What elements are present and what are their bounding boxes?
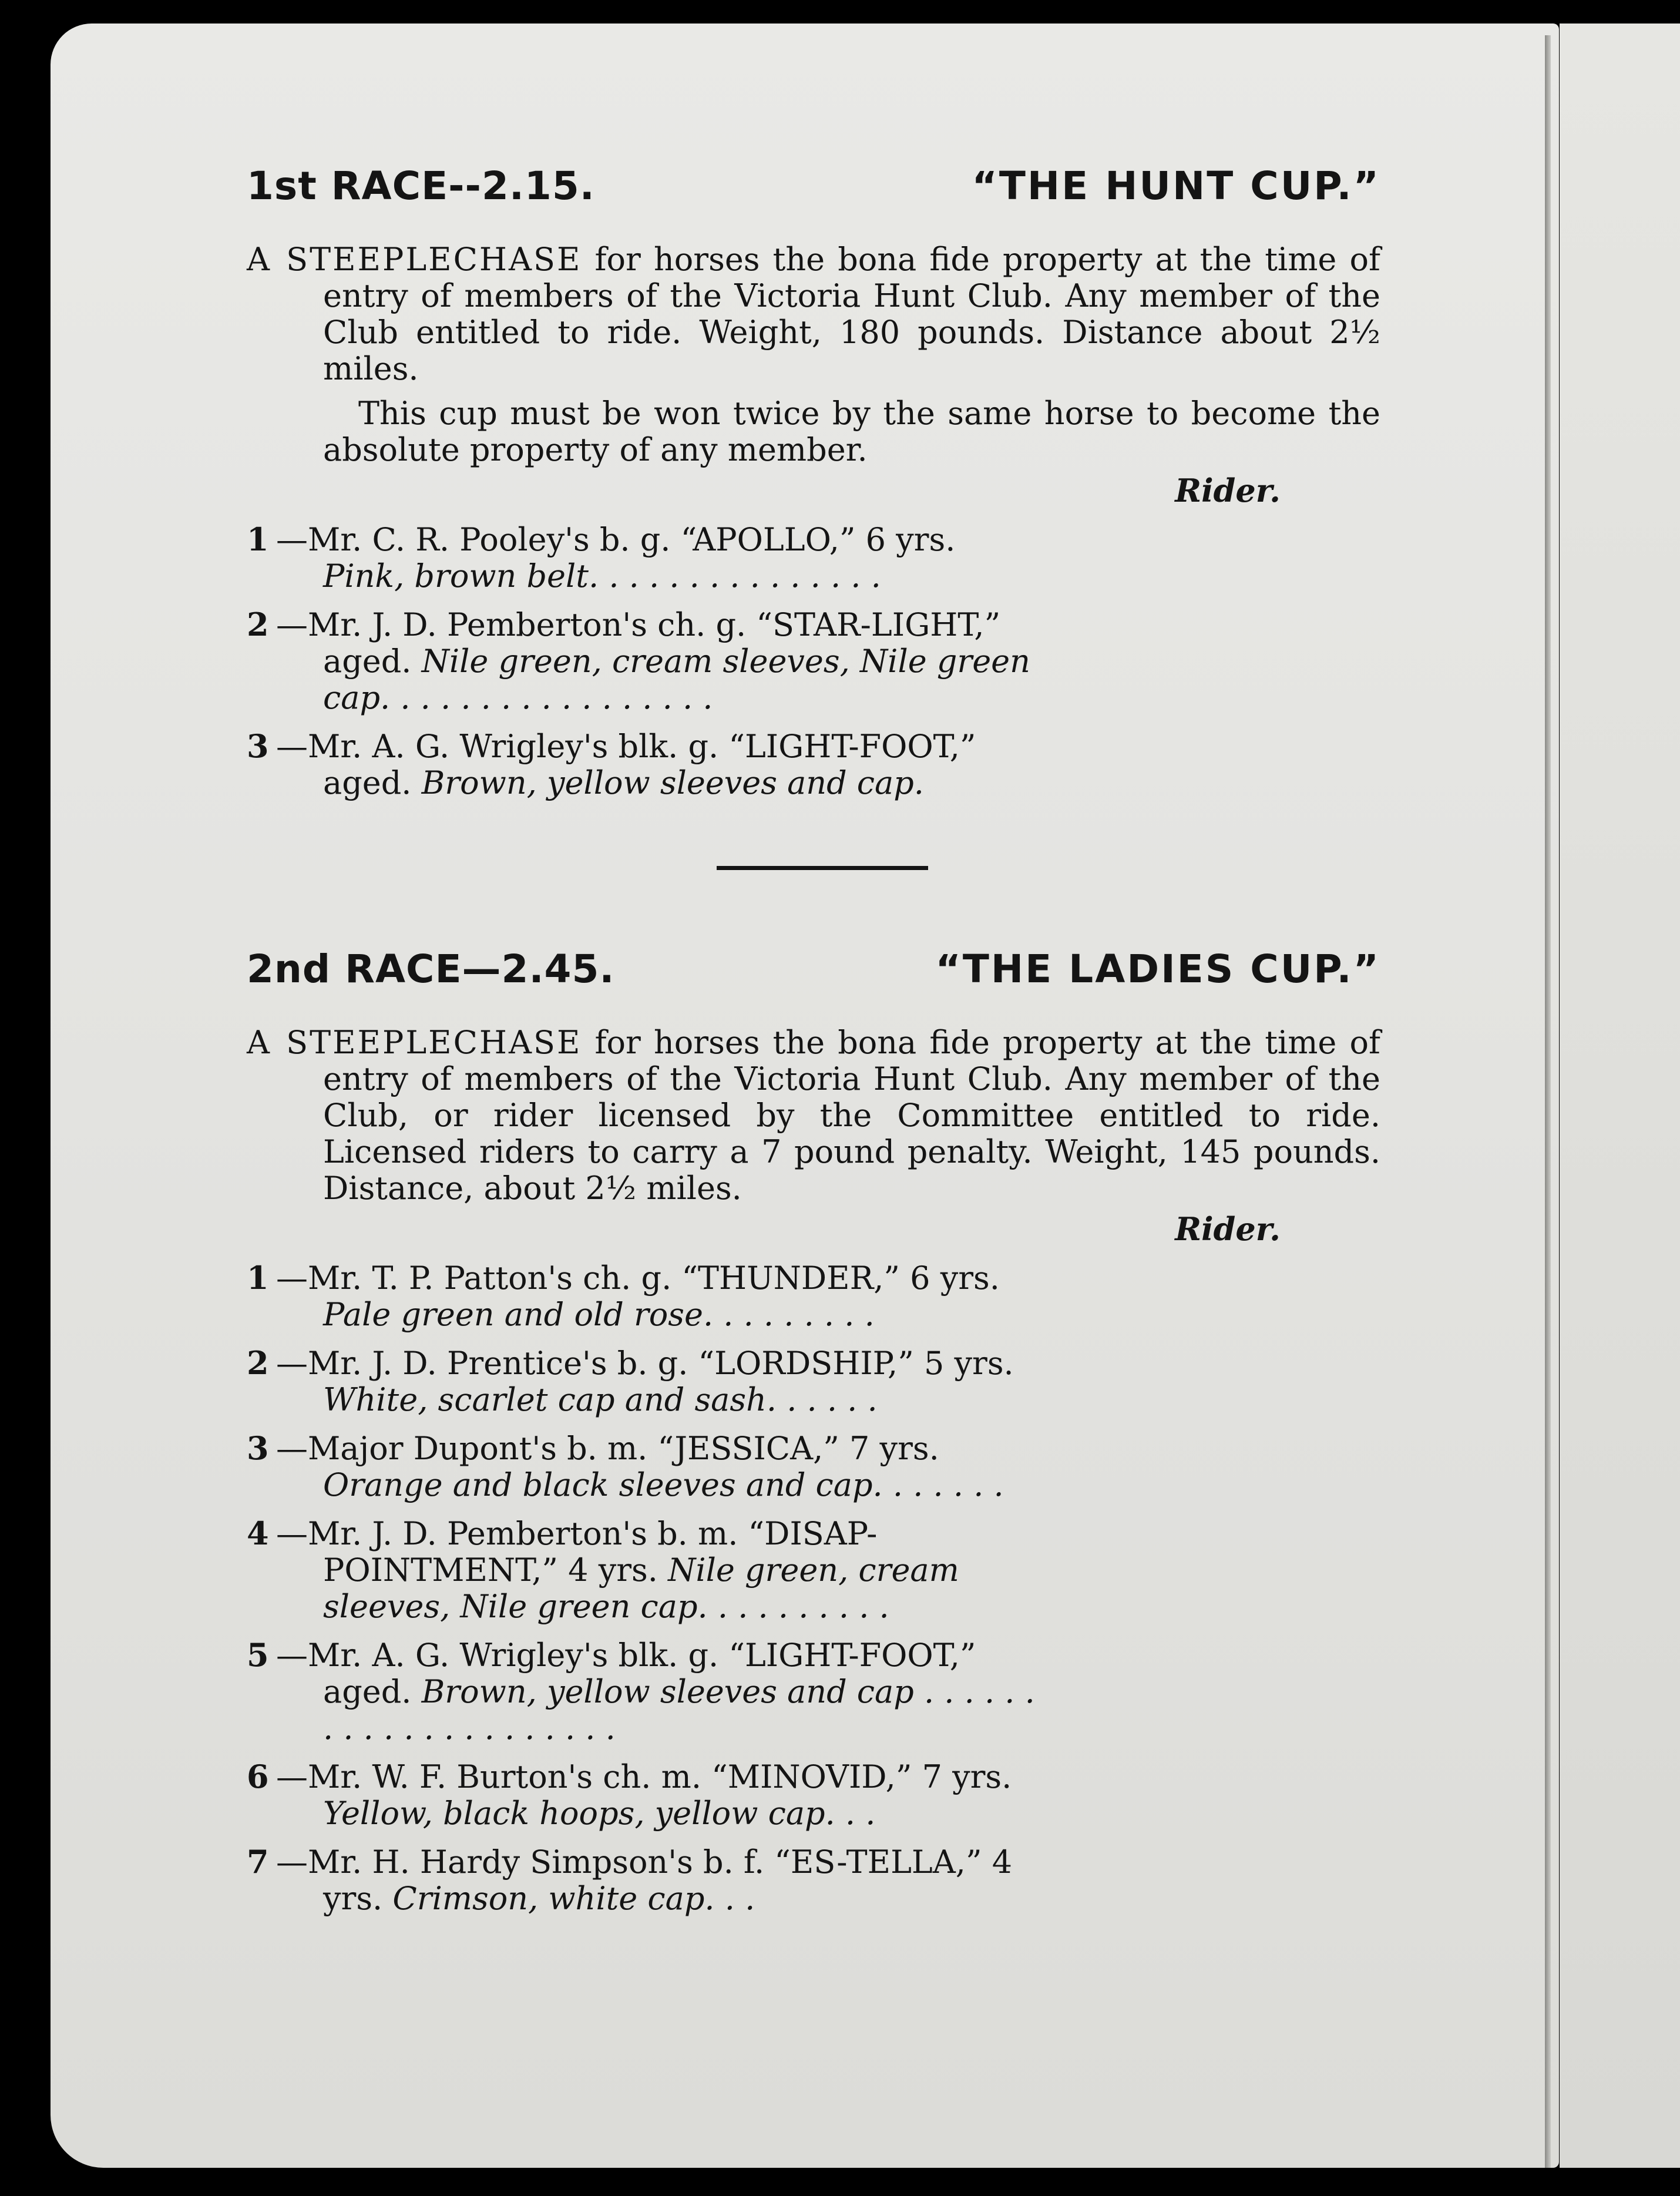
entry-horse: —Mr. J. D. Pemberton's b. m. “DISAP-POINTMENT,” 4 yrs. — [276, 1515, 878, 1589]
race-heading — [247, 163, 1380, 209]
entry-horse: —Mr. C. R. Pooley's b. g. “APOLLO,” 6 yrs. — [276, 521, 956, 558]
entry-colors: Crimson, white cap. . . — [392, 1880, 755, 1917]
entry-number: 5 — [247, 1636, 269, 1674]
entry-number: 1 — [247, 1259, 269, 1297]
entry-colors: Brown, yellow sleeves and cap. — [421, 764, 924, 801]
entry-colors: Nile green, cream sleeves, Nile green cap. . . . . . . . . . . . . . . . . — [323, 643, 1030, 716]
entry-colors: Brown, yellow sleeves and cap . . . . . . . . . . . . . . . . . . . . . — [323, 1673, 1035, 1747]
entry-number: 3 — [247, 727, 269, 765]
list-item — [247, 521, 1040, 595]
list-item — [247, 1758, 1040, 1832]
entry-colors: Nile green, cream sleeves, Nile green cap. . . . . . . . . . — [323, 1552, 959, 1625]
cup-name: “THE LADIES CUP.” — [935, 946, 1380, 992]
rider-column-label: Rider. — [1175, 472, 1281, 509]
race-description — [247, 241, 1380, 387]
entry-horse: —Mr. A. G. Wrigley's blk. g. “LIGHT-FOOT,” aged. — [276, 728, 976, 801]
race-note: This cup must be won twice by the same horse to become the absolute property of any member. — [323, 395, 1380, 468]
race-heading — [247, 946, 1380, 992]
list-item — [247, 728, 1040, 801]
entry-horse: —Mr. H. Hardy Simpson's b. f. “ES-TELLA,” 4 yrs. — [276, 1844, 1013, 1917]
list-item — [247, 1430, 1040, 1503]
race-number-time: 1st RACE--2.15. — [247, 163, 595, 209]
entry-colors: Orange and black sleeves and cap. . . . . . . — [323, 1466, 1004, 1503]
list-item — [247, 1260, 1040, 1333]
race-type: A STEEPLECHASE — [247, 1024, 582, 1061]
race-2 — [247, 946, 1380, 1917]
entry-number: 6 — [247, 1758, 269, 1795]
entry-number: 4 — [247, 1515, 269, 1552]
entry-number: 2 — [247, 1344, 269, 1382]
list-item — [247, 606, 1040, 716]
race-conditions: for horses the bona fide property at the time of entry of members of the Victoria Hunt Club. Any member of the Club entitled to ride. Weight, 180 pounds. Distance about 2½ miles. — [323, 241, 1380, 387]
rider-column-label: Rider. — [1175, 1210, 1281, 1248]
entry-horse: —Mr. A. G. Wrigley's blk. g. “LIGHT-FOOT,” aged. — [276, 1637, 976, 1710]
entry-list — [247, 521, 1040, 801]
facing-page-edge — [1560, 23, 1680, 2168]
entry-colors: Yellow, black hoops, yellow cap. . . — [323, 1795, 876, 1832]
entry-number: 1 — [247, 521, 269, 558]
entry-horse: —Mr. J. D. Prentice's b. g. “LORDSHIP,” 5 yrs. — [276, 1345, 1014, 1382]
cup-name: “THE HUNT CUP.” — [972, 163, 1380, 209]
entry-horse: —Mr. W. F. Burton's ch. m. “MINOVID,” 7 yrs. — [276, 1758, 1012, 1795]
race-conditions: for horses the bona fide property at the time of entry of members of the Victoria Hunt Club. Any member of the Club, or rider licensed by the Committee entitled to ride. Licensed riders to carry a 7 pound penalty. Weight, 145 pounds. Distance, about 2½ miles. — [323, 1024, 1380, 1207]
entry-horse: —Mr. J. D. Pemberton's ch. g. “STAR-LIGHT,” aged. — [276, 606, 1001, 680]
race-program — [247, 163, 1380, 1917]
list-item — [247, 1637, 1040, 1747]
entry-list — [247, 1260, 1040, 1917]
list-item — [247, 1345, 1040, 1418]
list-item — [247, 1844, 1040, 1917]
section-divider — [717, 866, 928, 870]
entry-colors: White, scarlet cap and sash. . . . . . — [323, 1381, 878, 1418]
race-1 — [247, 163, 1380, 801]
race-description — [247, 1025, 1380, 1207]
entry-colors: Pink, brown belt. . . . . . . . . . . . . . . — [323, 558, 881, 595]
entry-horse: —Mr. T. P. Patton's ch. g. “THUNDER,” 6 yrs. — [276, 1260, 1000, 1297]
entry-number: 2 — [247, 606, 269, 643]
race-type: A STEEPLECHASE — [247, 241, 582, 278]
entry-colors: Pale green and old rose. . . . . . . . . — [323, 1296, 875, 1333]
page-fold — [1545, 35, 1551, 2168]
entry-horse: —Major Dupont's b. m. “JESSICA,” 7 yrs. — [276, 1430, 939, 1467]
race-number-time: 2nd RACE—2.45. — [247, 946, 615, 992]
list-item — [247, 1515, 1040, 1625]
entry-number: 7 — [247, 1843, 269, 1881]
entry-number: 3 — [247, 1429, 269, 1467]
